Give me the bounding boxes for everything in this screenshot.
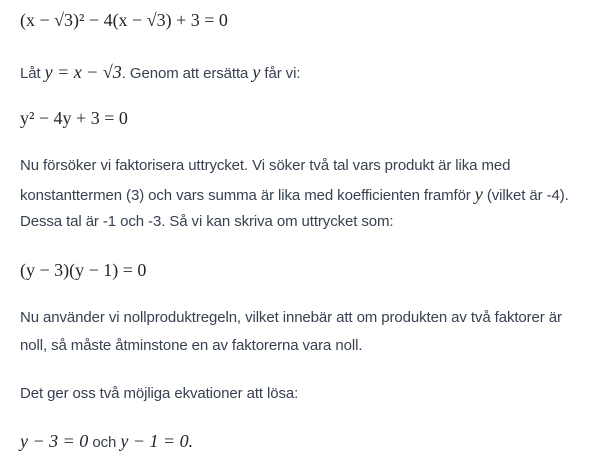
final-equations xyxy=(20,431,193,453)
paragraph-zero-product-line-1: Nu använder vi nollproduktregeln, vilket innebär att om produkten av två faktorer är xyxy=(20,309,562,326)
text: . xyxy=(188,431,194,451)
equation-factored: (y − 3)(y − 1) = 0 xyxy=(20,260,147,280)
math-equation-2: y − 1 = 0 xyxy=(120,431,189,451)
text: får vi: xyxy=(260,65,301,82)
math-variable: y xyxy=(252,62,261,82)
math-variable: y xyxy=(474,184,483,204)
text: och xyxy=(88,434,121,451)
equation-substituted: y² − 4y + 3 = 0 xyxy=(20,108,128,128)
paragraph-factor-line-1: Nu försöker vi faktorisera uttrycket. Vi söker två tal vars produkt är lika med xyxy=(20,157,511,174)
text: (vilket är -4). xyxy=(482,187,569,204)
equation-original: (x − √3)² − 4(x − √3) + 3 = 0 xyxy=(20,10,228,30)
text: . Genom att ersätta xyxy=(121,65,253,82)
paragraph-two-equations: Det ger oss två möjliga ekvationer att lösa: xyxy=(20,385,299,402)
text: konstanttermen (3) och vars summa är lika med koefficienten framför xyxy=(20,187,475,204)
paragraph-factor-line-3: Dessa tal är -1 och -3. Så vi kan skriva om uttrycket som: xyxy=(20,213,394,230)
text: Låt xyxy=(20,65,45,82)
paragraph-substitution xyxy=(20,62,300,84)
paragraph-factor-line-2 xyxy=(20,184,569,206)
math-substitution: y = x − √3 xyxy=(44,62,122,82)
math-equation-1: y − 3 = 0 xyxy=(20,431,89,451)
paragraph-zero-product-line-2: noll, så måste åtminstone en av faktorerna vara noll. xyxy=(20,337,363,354)
